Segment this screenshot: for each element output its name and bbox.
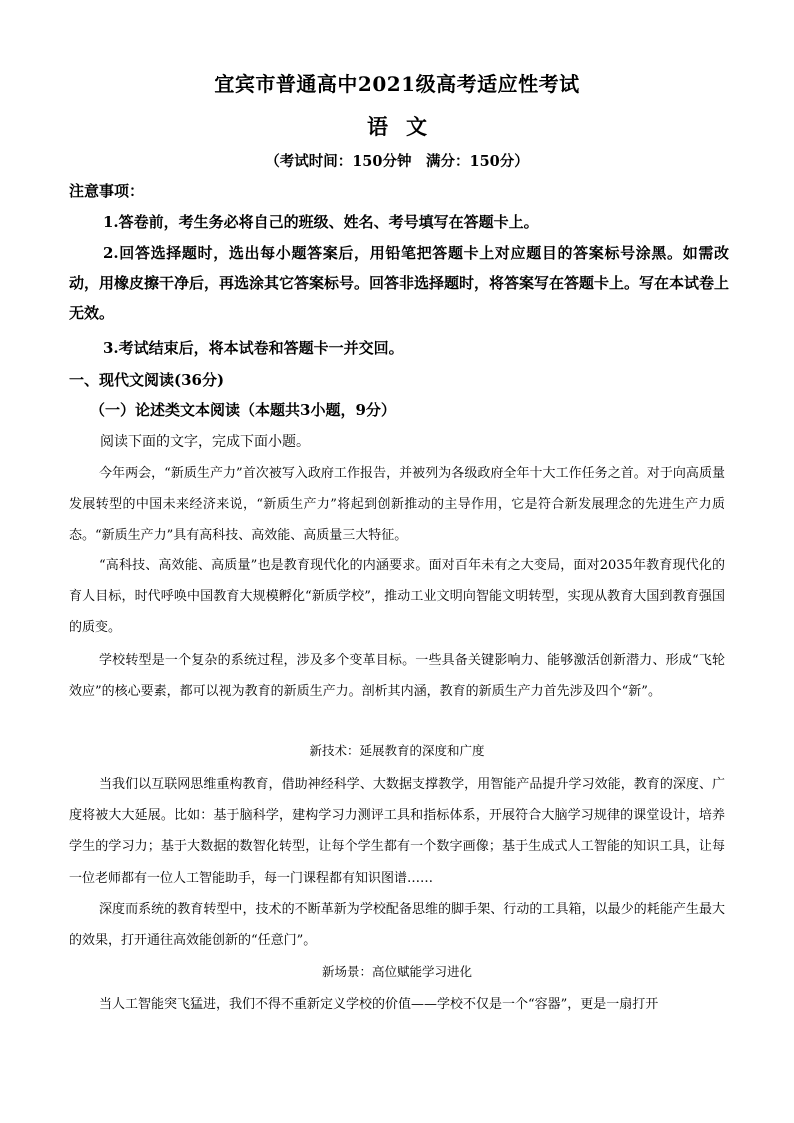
subject-title: 语文 — [367, 114, 445, 139]
reading-instruction: 阅读下面的文字，完成下面小题。 — [100, 434, 310, 450]
exam-title: 宜宾市普通高中2021级高考适应性考试 — [214, 72, 580, 96]
passage-paragraph-3: 学校转型是一个复杂的系统过程，涉及多个变革目标。一些具备关键影响力、能够激活创新潜力、形成“飞轮效应”的核心要素，都可以视为教育的新质生产力。剖析其内涵，教育的新质生产力首先涉及四个“新”。 — [69, 653, 725, 700]
passage-paragraph-5: 深度而系统的教育转型中，技术的不断革新为学校配备思维的脚手架、行动的工具箱，以最少的耗能产生最大的效果，打开通往高效能创新的“任意门”。 — [69, 902, 725, 949]
passage-paragraph-1: 今年两会，“新质生产力”首次被写入政府工作报告，并被列为各级政府全年十大工作任务之首。对于向高质量发展转型的中国未来经济来说，“新质生产力”将起到创新推动的主导作用，它是符合新发展理念的先进生产力质态。“新质生产力”具有高科技、高效能、高质量三大特征。 — [69, 466, 725, 544]
subheading-new-scene: 新场景：高位赋能学习进化 — [321, 964, 472, 979]
part-heading: （一）论述类文本阅读（本题共3小题，9分） — [90, 401, 396, 419]
note-item-1: 1.答卷前，考生务必将自己的班级、姓名、考号填写在答题卡上。 — [103, 213, 539, 231]
passage-paragraph-4: 当我们以互联网思维重构教育，借助神经科学、大数据支撑教学，用智能产品提升学习效能，教育的深度、广度将被大大延展。比如：基于脑科学，建构学习力测评工具和指标体系，开展符合大脑学习规律的课堂设计，培养学生的学习力；基于大数据的数智化转型，让每个学生都有一个数字画像；基于生成式人工智能的知识工具，让每一位老师都有一位人工智能助手，每一门课程都有知识图谱…… — [69, 777, 725, 886]
note-item-2: 2.回答选择题时，选出每小题答案后，用铅笔把答题卡上对应题目的答案标号涂黑。如需改动，用橡皮擦干净后，再选涂其它答案标号。回答非选择题时，将答案写在答题卡上。写在本试卷上无效。 — [69, 244, 730, 322]
exam-info: （考试时间：150分钟 满分：150分） — [265, 153, 529, 170]
passage-paragraph-2: “高科技、高效能、高质量”也是教育现代化的内涵要求。面对百年未有之大变局，面对2035年教育现代化的育人目标，时代呼唤中国教育大规模孵化“新质学校”，推动工业文明向智能文明转型，实现从教育大国到教育强国的质变。 — [69, 558, 725, 636]
notes-heading: 注意事项： — [69, 182, 145, 200]
section-heading: 一、现代文阅读(36分) — [69, 371, 225, 389]
note-item-3: 3.考试结束后，将本试卷和答题卡一并交回。 — [103, 339, 404, 357]
passage-paragraph-6: 当人工智能突飞猛进，我们不得不重新定义学校的价值——学校不仅是一个“容器”，更是一扇打开 — [99, 997, 659, 1012]
subheading-new-tech: 新技术：延展教育的深度和广度 — [309, 743, 485, 758]
